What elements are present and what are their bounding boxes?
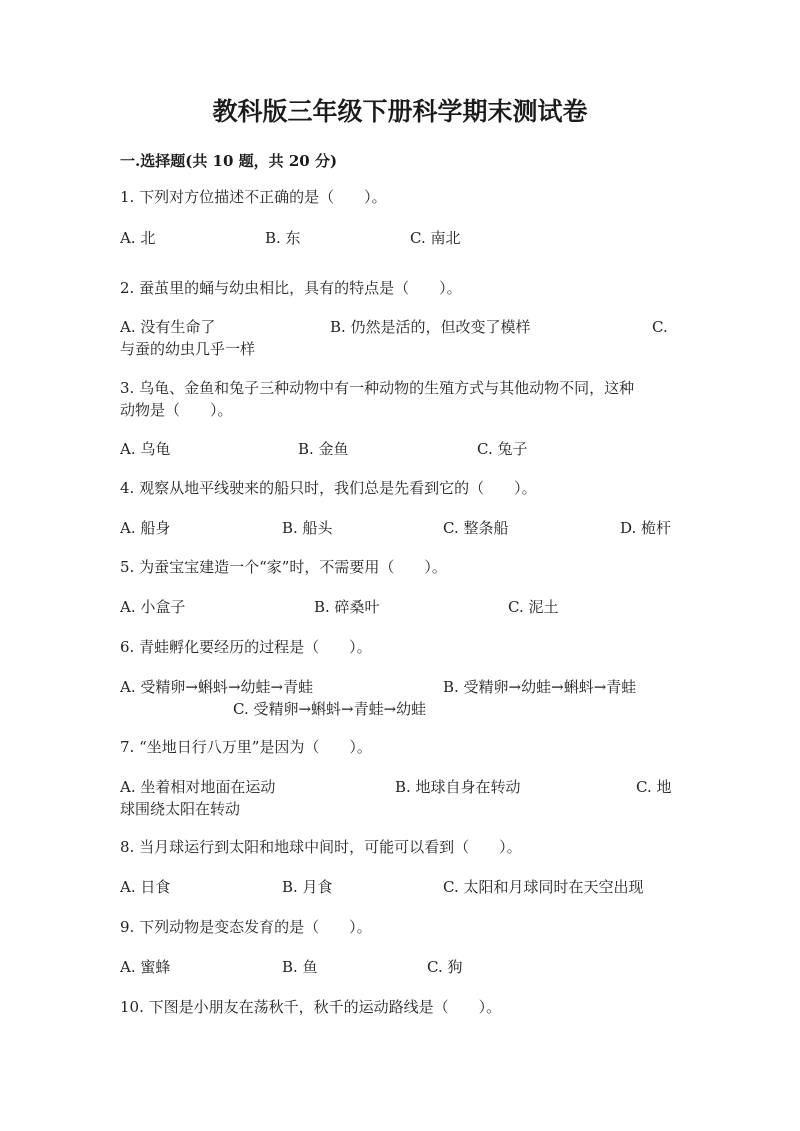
question-3-line-2: 动物是（ ）。 xyxy=(120,401,233,419)
q7-option-c-continued: 球围绕太阳在转动 xyxy=(120,800,241,818)
q6-option-a: A. 受精卵→蝌蚪→幼蛙→青蛙 xyxy=(120,678,314,696)
question-4: 4. 观察从地平线驶来的船只时，我们总是先看到它的（ ）。 xyxy=(120,479,537,497)
q8-option-a: A. 日食 xyxy=(120,878,171,896)
q8-option-c: C. 太阳和月球同时在天空出现 xyxy=(443,878,644,896)
q1-option-c: C. 南北 xyxy=(410,229,461,247)
question-3-line-1: 3. 乌龟、金鱼和兔子三种动物中有一种动物的生殖方式与其他动物不同，这种 xyxy=(120,379,635,397)
q1-option-b: B. 东 xyxy=(265,229,301,247)
q3-option-b: B. 金鱼 xyxy=(298,440,349,458)
q8-option-b: B. 月食 xyxy=(282,878,333,896)
q2-option-c: C. xyxy=(652,318,668,336)
page-title: 教科版三年级下册科学期末测试卷 xyxy=(212,97,588,126)
q2-option-b: B. 仍然是活的，但改变了模样 xyxy=(330,318,531,336)
q9-option-b: B. 鱼 xyxy=(282,958,318,976)
q3-option-a: A. 乌龟 xyxy=(120,440,171,458)
q3-option-c: C. 兔子 xyxy=(477,440,528,458)
q7-option-a: A. 坐着相对地面在运动 xyxy=(120,778,276,796)
question-2: 2. 蚕茧里的蛹与幼虫相比，具有的特点是（ ）。 xyxy=(120,279,462,297)
q7-option-b: B. 地球自身在转动 xyxy=(395,778,521,796)
q4-option-a: A. 船身 xyxy=(120,519,171,537)
question-1: 1. 下列对方位描述不正确的是（ ）。 xyxy=(120,188,387,206)
question-6: 6. 青蛙孵化要经历的过程是（ ）。 xyxy=(120,638,372,656)
q5-option-b: B. 碎桑叶 xyxy=(314,598,380,616)
question-5: 5. 为蚕宝宝建造一个“家”时，不需要用（ ）。 xyxy=(120,558,447,576)
section-heading: 一.选择题(共 10 题，共 20 分) xyxy=(120,152,338,170)
question-8: 8. 当月球运行到太阳和地球中间时，可能可以看到（ ）。 xyxy=(120,838,522,856)
q6-option-b: B. 受精卵→幼蛙→蝌蚪→青蛙 xyxy=(443,678,637,696)
q4-option-d: D. 桅杆 xyxy=(620,519,672,537)
q1-option-a: A. 北 xyxy=(120,229,156,247)
question-7: 7. “坐地日行八万里”是因为（ ）。 xyxy=(120,738,372,756)
q2-option-c-continued: 与蚕的幼虫几乎一样 xyxy=(120,340,256,358)
q2-option-a: A. 没有生命了 xyxy=(120,318,216,336)
q9-option-a: A. 蜜蜂 xyxy=(120,958,171,976)
q5-option-a: A. 小盒子 xyxy=(120,598,186,616)
q9-option-c: C. 狗 xyxy=(427,958,463,976)
question-9: 9. 下列动物是变态发育的是（ ）。 xyxy=(120,918,372,936)
question-10: 10. 下图是小朋友在荡秋千，秋千的运动路线是（ ）。 xyxy=(120,998,502,1016)
q6-option-c: C. 受精卵→蝌蚪→青蛙→幼蛙 xyxy=(233,700,427,718)
q5-option-c: C. 泥土 xyxy=(508,598,559,616)
q4-option-b: B. 船头 xyxy=(282,519,333,537)
q7-option-c: C. 地 xyxy=(636,778,672,796)
q4-option-c: C. 整条船 xyxy=(443,519,509,537)
